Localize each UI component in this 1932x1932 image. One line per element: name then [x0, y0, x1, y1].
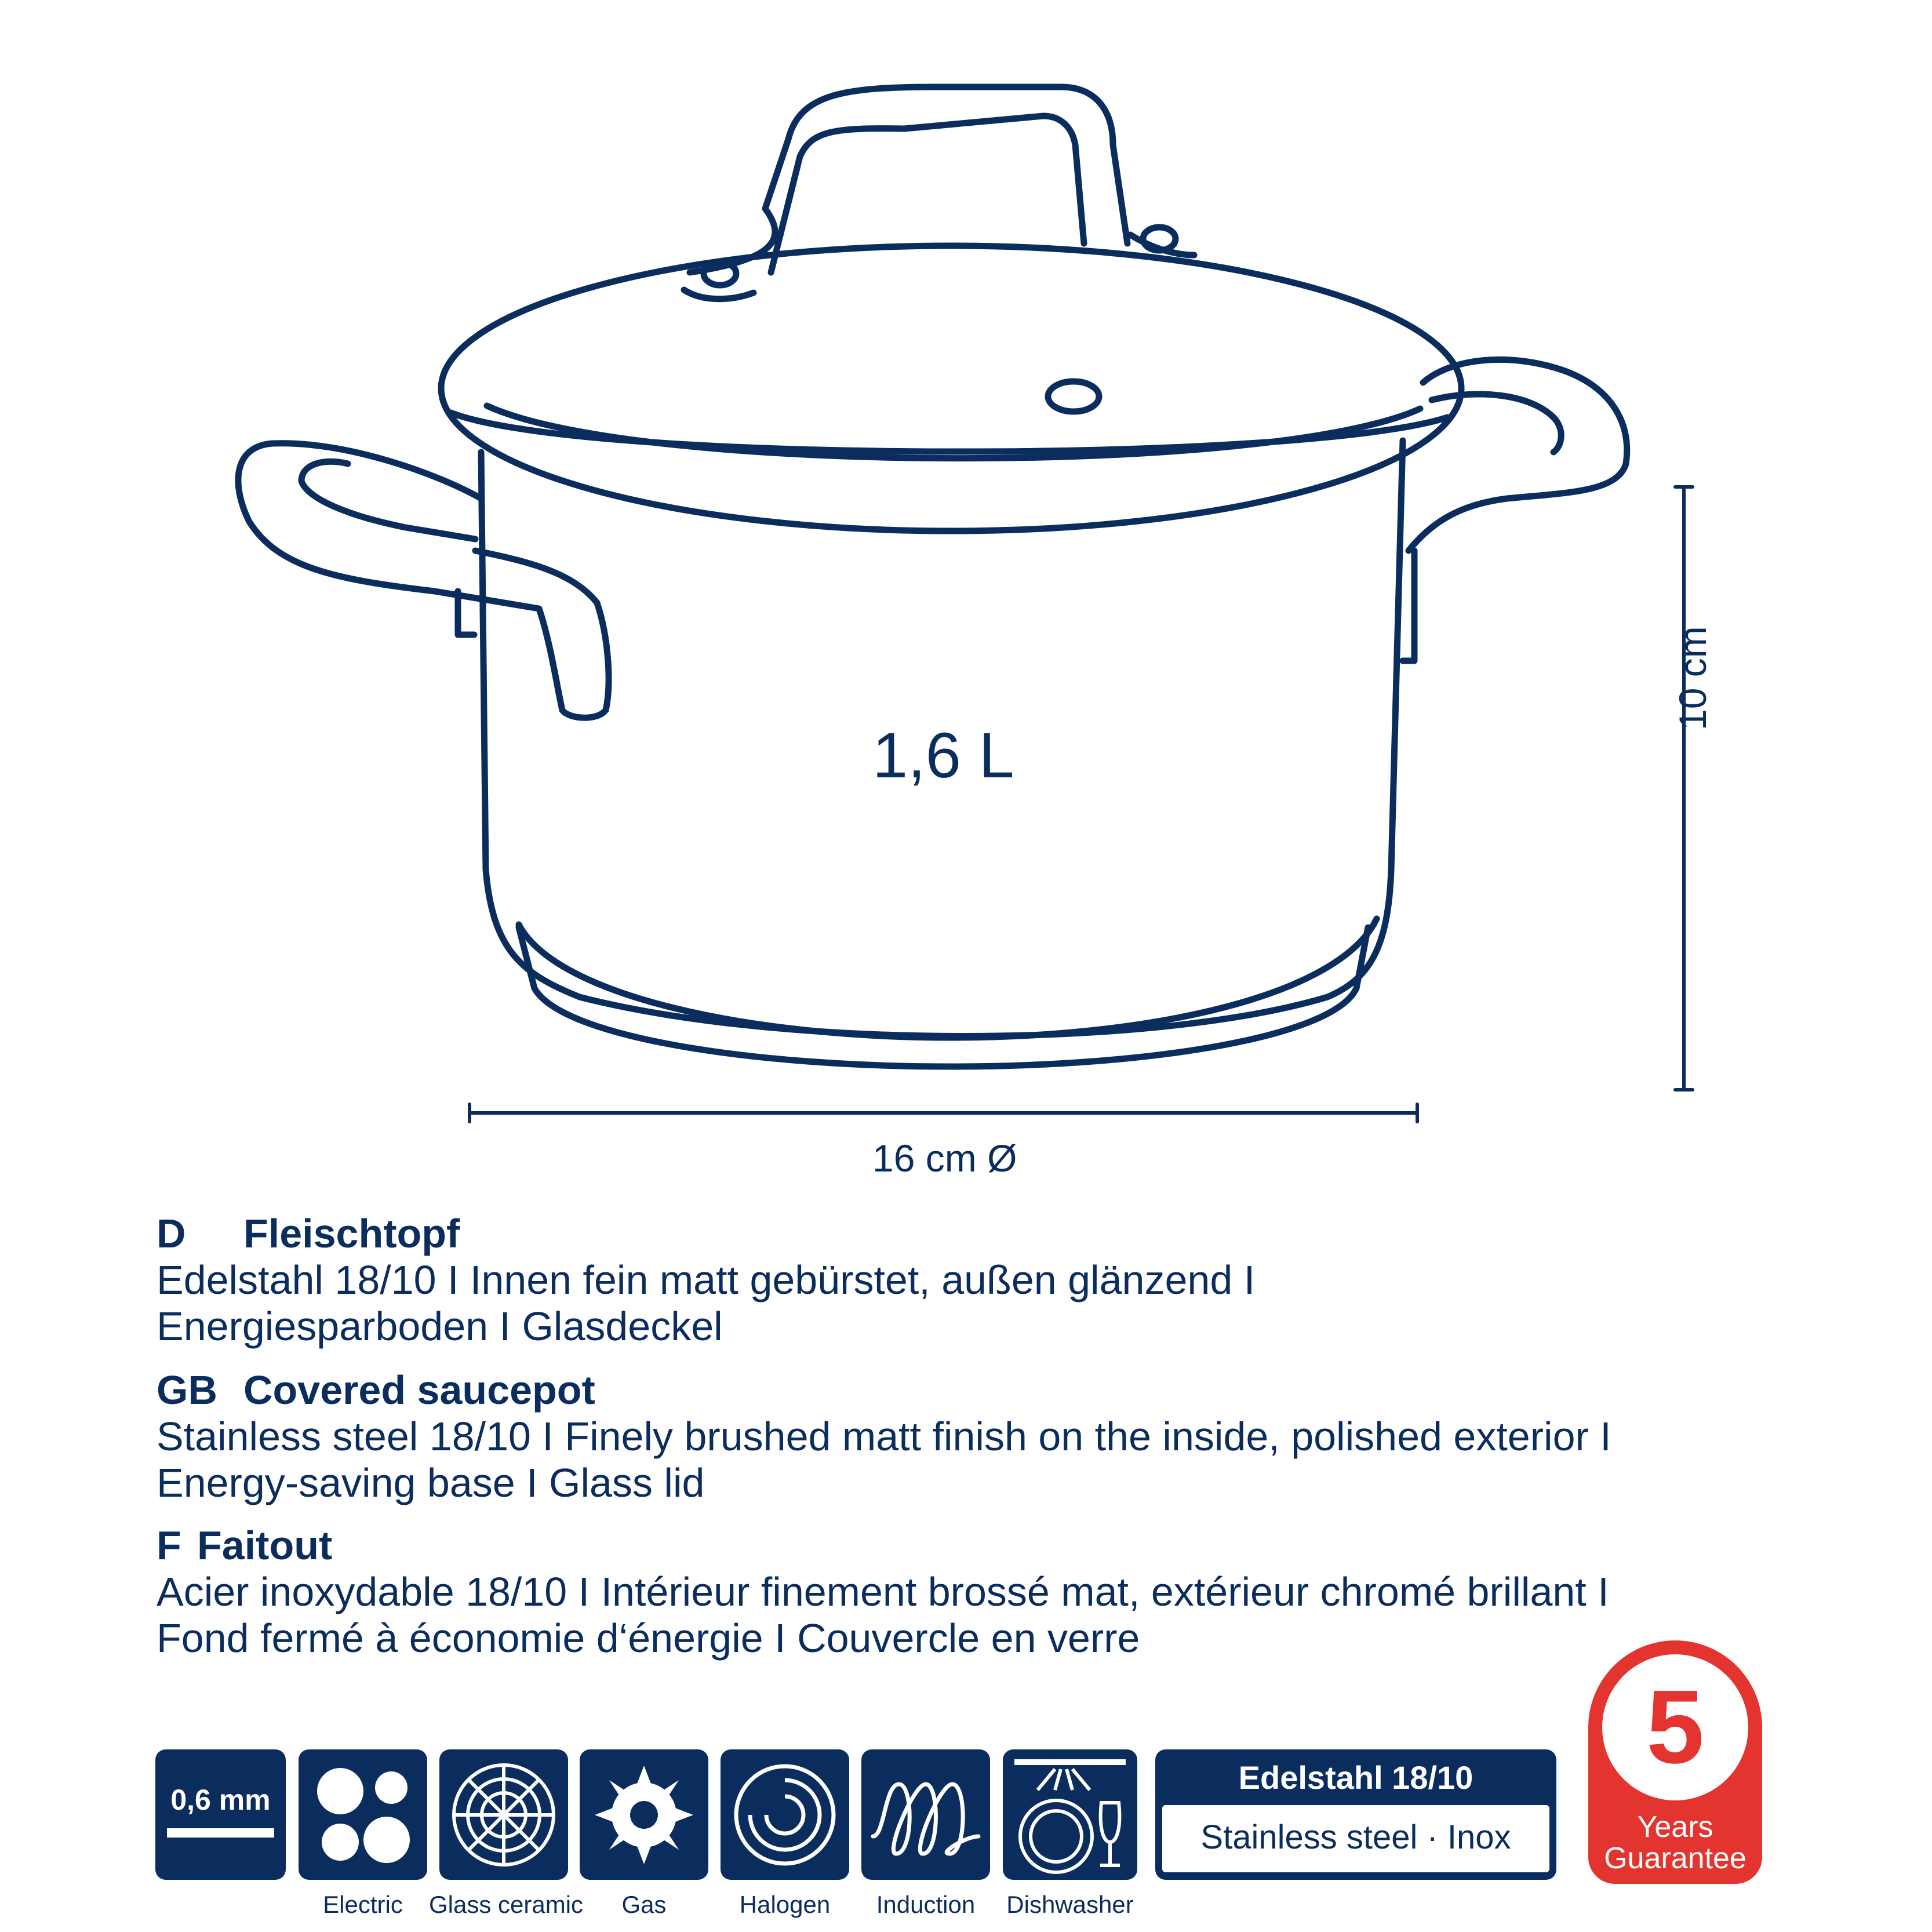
electric-label: Electric — [323, 1891, 403, 1918]
electric-icon — [299, 1749, 427, 1880]
glass-ceramic-label: Glass ceramic — [429, 1891, 584, 1918]
right-handle — [1409, 359, 1627, 551]
gas-label: Gas — [621, 1891, 667, 1918]
material-badge — [1155, 1749, 1556, 1880]
gas-icon — [580, 1749, 708, 1880]
pot-base-ring — [519, 919, 1377, 1038]
pot-base — [519, 927, 1368, 1067]
description-heading — [157, 1367, 1838, 1413]
induction-label: Induction — [876, 1891, 976, 1918]
thickness-icon — [155, 1749, 286, 1880]
material-label-de: Edelstahl 18/10 — [1238, 1759, 1473, 1796]
description-heading — [157, 1522, 1838, 1569]
diameter-label: 16 cm Ø — [872, 1137, 1017, 1180]
halogen-label: Halogen — [739, 1891, 831, 1918]
guarantee-line-years: Years — [1637, 1810, 1713, 1844]
dishwasher-label: Dishwasher — [1006, 1891, 1134, 1918]
material-label-en-fr: Stainless steel · Inox — [1200, 1818, 1511, 1856]
product-title: Covered saucepot — [243, 1367, 595, 1413]
guarantee-line-guarantee: Guarantee — [1604, 1842, 1747, 1875]
induction-icon — [861, 1749, 990, 1880]
description-line: Acier inoxydable 18/10 I Intérieur finement brossé mat, extérieur chromé brillant I — [157, 1569, 1609, 1614]
description-f — [157, 1522, 1838, 1661]
product-title: Faitout — [197, 1523, 333, 1568]
description-heading — [157, 1210, 1838, 1257]
guarantee-years-number: 5 — [1646, 1669, 1705, 1785]
left-handle — [238, 443, 609, 718]
description-gb — [157, 1367, 1838, 1506]
volume-label: 1,6 L — [872, 720, 1014, 791]
description-line: Energiesparboden I Glasdeckel — [157, 1304, 723, 1349]
description-line: Energy-saving base I Glass lid — [157, 1460, 705, 1505]
language-code: GB — [157, 1367, 217, 1413]
lid-outer — [441, 246, 1461, 531]
steam-vent — [1048, 381, 1099, 412]
guarantee-circle — [1602, 1654, 1748, 1800]
language-code: F — [157, 1523, 181, 1568]
dishwasher-icon — [1003, 1749, 1137, 1880]
product-title: Fleischtopf — [243, 1211, 460, 1256]
glass-ceramic-icon — [439, 1749, 568, 1880]
description-line: Fond fermé à économie d‘énergie I Couvercle en verre — [157, 1616, 1140, 1661]
height-label: 10 cm — [1671, 626, 1714, 730]
language-code: D — [157, 1211, 186, 1256]
description-de — [157, 1210, 1838, 1349]
guarantee-badge — [1588, 1640, 1762, 1884]
thickness-label: 0,6 mm — [170, 1784, 271, 1816]
material-inner-box — [1162, 1805, 1549, 1872]
halogen-icon — [721, 1749, 849, 1880]
description-line: Edelstahl 18/10 I Innen fein matt gebürstet, außen glänzend I — [157, 1257, 1256, 1302]
description-line: Stainless steel 18/10 I Finely brushed matt finish on the inside, polished exterior I — [157, 1414, 1611, 1459]
